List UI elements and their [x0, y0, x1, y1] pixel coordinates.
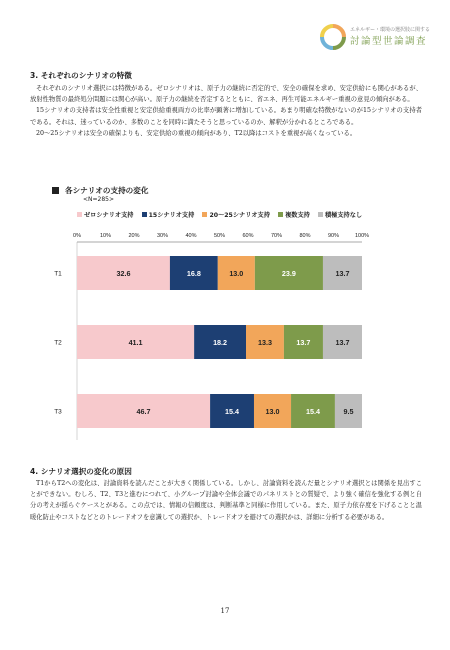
- legend-swatch: [278, 212, 283, 217]
- circle-logo-icon: [320, 24, 346, 50]
- legend-item: [77, 212, 133, 219]
- logo-title: 討論型世論調査: [350, 36, 428, 47]
- legend-swatch: [142, 212, 147, 217]
- data-label: 13.7: [335, 269, 350, 278]
- chart-title-text: 各シナリオの支持の変化: [65, 186, 149, 195]
- x-tick-label: 10%: [99, 233, 112, 239]
- legend-swatch: [202, 212, 207, 217]
- data-label: 46.7: [136, 407, 151, 416]
- data-label: 23.9: [281, 269, 296, 278]
- section-3-paragraph: それぞれのシナリオ選択には特徴がある。ゼロシナリオは、原子力の継続に否定的で、安全の確保を求め、安定供給にも関心があるが、放射性物質の最終処分問題には関心が高い。原子力の継続を否定するとともに、省エネ、再生可能エネルギー重視の意見の傾向がある。: [30, 85, 422, 104]
- section-4-body: [30, 478, 422, 523]
- x-tick-label: 40%: [185, 233, 197, 239]
- x-tick-label: 50%: [213, 233, 226, 239]
- legend-item: [278, 212, 310, 219]
- section-4-paragraph: T1からT2への変化は、討論資料を読んだことが大きく関係している。しかし、討論資料を読んだ量とシナリオ選択とは関係を見出すことができない。むしろ、T2、T3と進むにつれて、小グループ討論や全体会議でのパネリストとの質疑で、より強く確信を強化する例と自分の考えが揺らぐケースとがある。この点では、情報の信頼度は、判断基準と同様に作用している。また、原子力依存度を下げることと温暖化防止やコストなどとのトレードオフを意識しての選択か、トレードオフを避けての選択かは、詳細に分析する必要がある。: [30, 480, 422, 521]
- data-label: 13.0: [265, 407, 280, 416]
- data-label: 41.1: [128, 338, 143, 347]
- legend-item: [202, 212, 269, 219]
- data-label: 15.4: [305, 407, 320, 416]
- section-3-heading: 3. それぞれのシナリオの特徴: [30, 71, 132, 80]
- x-tick-label: 70%: [270, 233, 283, 239]
- legend-label: 20～25シナリオ支持: [209, 212, 270, 219]
- category-label: T3: [54, 408, 62, 416]
- square-bullet-icon: [52, 187, 59, 194]
- legend-swatch: [77, 212, 82, 217]
- x-tick-label: 60%: [242, 233, 254, 239]
- legend-label: 複数支持: [285, 212, 310, 219]
- survey-logo: [320, 22, 432, 52]
- sample-size-label: <N=285>: [83, 196, 115, 203]
- x-tick-label: 100%: [354, 233, 370, 239]
- data-label: 15.4: [225, 407, 240, 416]
- data-label: 13.0: [229, 269, 244, 278]
- x-tick-label: 90%: [327, 233, 340, 239]
- x-tick-label: 80%: [299, 233, 311, 239]
- category-label: T1: [54, 270, 62, 278]
- logo-subtitle: エネルギー・環境の選択肢に関する: [350, 27, 431, 33]
- page-number: 17: [220, 607, 230, 615]
- section-3-paragraph: 15シナリオの支持者は安全性重視と安定供給重視両方の比率が顕著に増加している。あまり明確な特徴がないのが15シナリオの支持者である。それは、迷っているのか、多数のことを同時に満たそうと思っているのか、解釈が分かれるところである。: [30, 107, 422, 126]
- x-tick-label: 30%: [156, 233, 169, 239]
- legend-item: [318, 212, 362, 219]
- data-label: 13.7: [335, 338, 350, 347]
- legend-label: 積極支持なし: [325, 212, 363, 219]
- legend-label: 15シナリオ支持: [148, 212, 195, 219]
- data-label: 13.3: [257, 338, 272, 347]
- section-4-heading: 4. シナリオ選択の変化の原因: [30, 467, 132, 476]
- legend-swatch: [318, 212, 323, 217]
- stacked-bar-chart: [0, 226, 450, 446]
- data-label: 9.5: [343, 407, 354, 416]
- data-label: 18.2: [213, 338, 228, 347]
- chart-title: [52, 185, 148, 196]
- x-tick-label: 20%: [128, 233, 140, 239]
- legend-item: [142, 212, 195, 219]
- category-label: T2: [54, 339, 62, 347]
- section-3-paragraph: 20～25シナリオは安全の確保よりも、安定供給の重視の傾向があり、T2以降はコストを重視が高くなっている。: [36, 129, 357, 137]
- data-label: 32.6: [116, 269, 131, 278]
- legend-label: ゼロシナリオ支持: [84, 212, 134, 219]
- section-3-body: [30, 83, 422, 139]
- data-label: 13.7: [296, 338, 311, 347]
- x-tick-label: 0%: [73, 233, 81, 239]
- chart-legend: [77, 210, 368, 219]
- data-label: 16.8: [186, 269, 201, 278]
